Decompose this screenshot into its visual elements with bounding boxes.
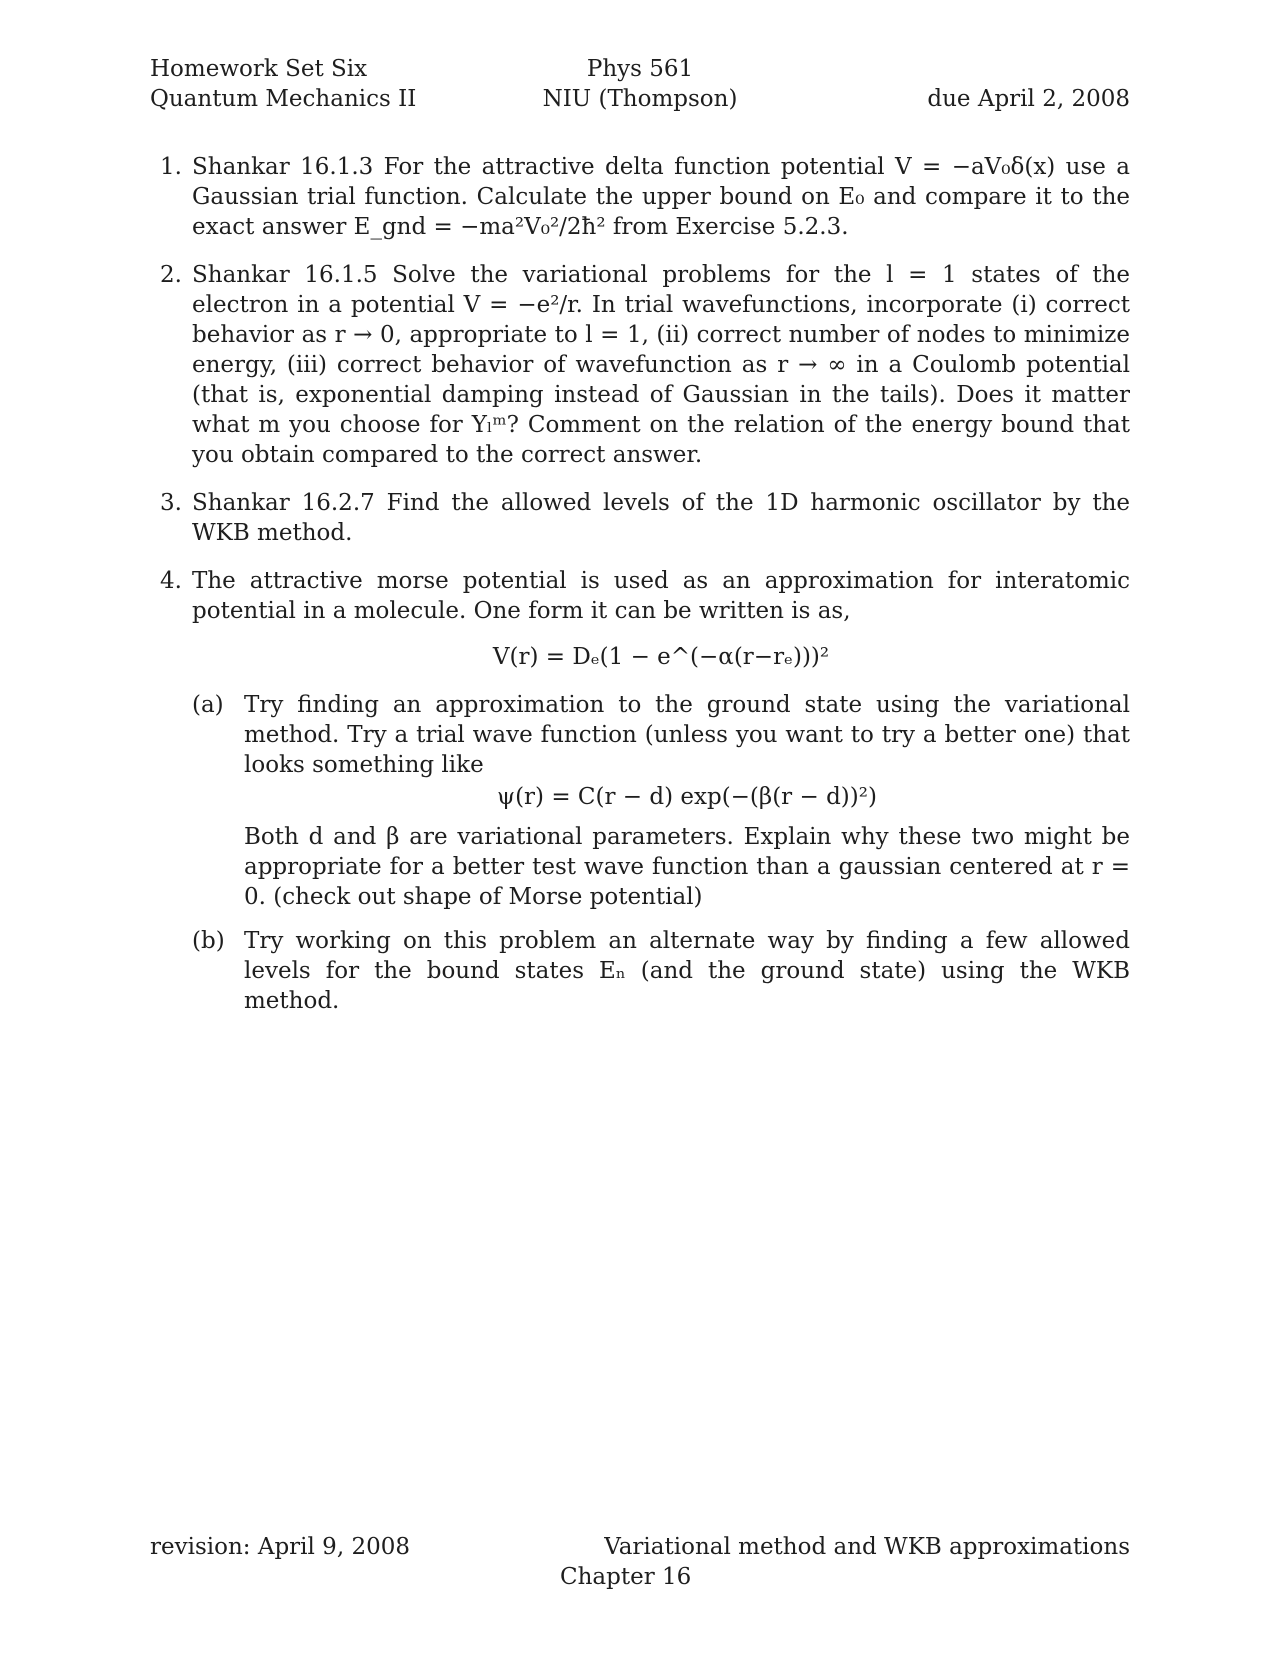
problem-text: Shankar 16.1.3 For the attractive delta function potential V = −aV₀δ(x) use a Gaussian trial function. Calculate the upper bound on E₀ and compare it to the exact answer E_gnd = −ma²V₀²/2ħ² from Exercise 5.2.3. xyxy=(192,154,1130,240)
problem-number: 4. xyxy=(160,568,182,594)
header-course-set: Homework Set Six xyxy=(150,56,368,82)
problem-4b xyxy=(192,926,1130,1016)
header-center xyxy=(520,54,760,114)
problem-1 xyxy=(150,152,1130,242)
header-course-number: Phys 561 xyxy=(586,56,694,82)
problem-number: 1. xyxy=(160,154,182,180)
header-due-date: due April 2, 2008 xyxy=(927,86,1130,112)
problem-4 xyxy=(150,566,1130,1016)
part-text: Try working on this problem an alternate way by finding a few allowed levels for the bound states Eₙ (and the ground state) using the WKB method. xyxy=(244,928,1130,1014)
problem-3 xyxy=(150,488,1130,548)
header-right xyxy=(927,54,1130,114)
part-label: (a) xyxy=(192,692,224,718)
problem-number: 2. xyxy=(160,262,182,288)
problem-text: Shankar 16.1.5 Solve the variational problems for the l = 1 states of the electron in a potential V = −e²/r. In trial wavefunctions, incorporate (i) correct behavior as r → 0, appropriate to l = 1, (ii) correct number of nodes to minimize energy, (iii) correct behavior of wavefunction as r → ∞ in a Coulomb potential (that is, exponential damping instead of Gaussian in the tails). Does it matter what m you choose for Yₗᵐ? Comment on the relation of the energy bound that you obtain compared to the correct answer. xyxy=(192,262,1130,468)
footer-topic: Variational method and WKB approximations xyxy=(604,1534,1130,1560)
header-left xyxy=(150,54,416,114)
problem-list xyxy=(150,152,1130,1034)
part-label: (b) xyxy=(192,928,225,954)
header-course-name: Quantum Mechanics II xyxy=(150,86,417,112)
problem-4a xyxy=(192,690,1130,912)
morse-potential-equation: V(r) = Dₑ(1 − e^(−α(r−rₑ)))² xyxy=(492,644,830,670)
problem-text: Shankar 16.2.7 Find the allowed levels of the 1D harmonic oscillator by the WKB method. xyxy=(192,490,1130,546)
footer-chapter: Chapter 16 xyxy=(560,1564,692,1590)
problem-number: 3. xyxy=(160,490,182,516)
part-text: Try finding an approximation to the ground state using the variational method. Try a trial wave function (unless you want to try a better one) that looks something like xyxy=(244,692,1130,778)
problem-text: The attractive morse potential is used as an approximation for interatomic potential in a molecule. One form it can be written is as, xyxy=(192,568,1130,624)
trial-wavefunction-equation: ψ(r) = C(r − d) exp(−(β(r − d))²) xyxy=(497,784,877,810)
part-text-continued: Both d and β are variational parameters. Explain why these two might be appropriate for a better test wave function than a gaussian centered at r = 0. (check out shape of Morse potential) xyxy=(244,824,1130,910)
footer-revision: revision: April 9, 2008 xyxy=(150,1534,410,1560)
problem-2 xyxy=(150,260,1130,470)
header-instructor: NIU (Thompson) xyxy=(542,86,738,112)
